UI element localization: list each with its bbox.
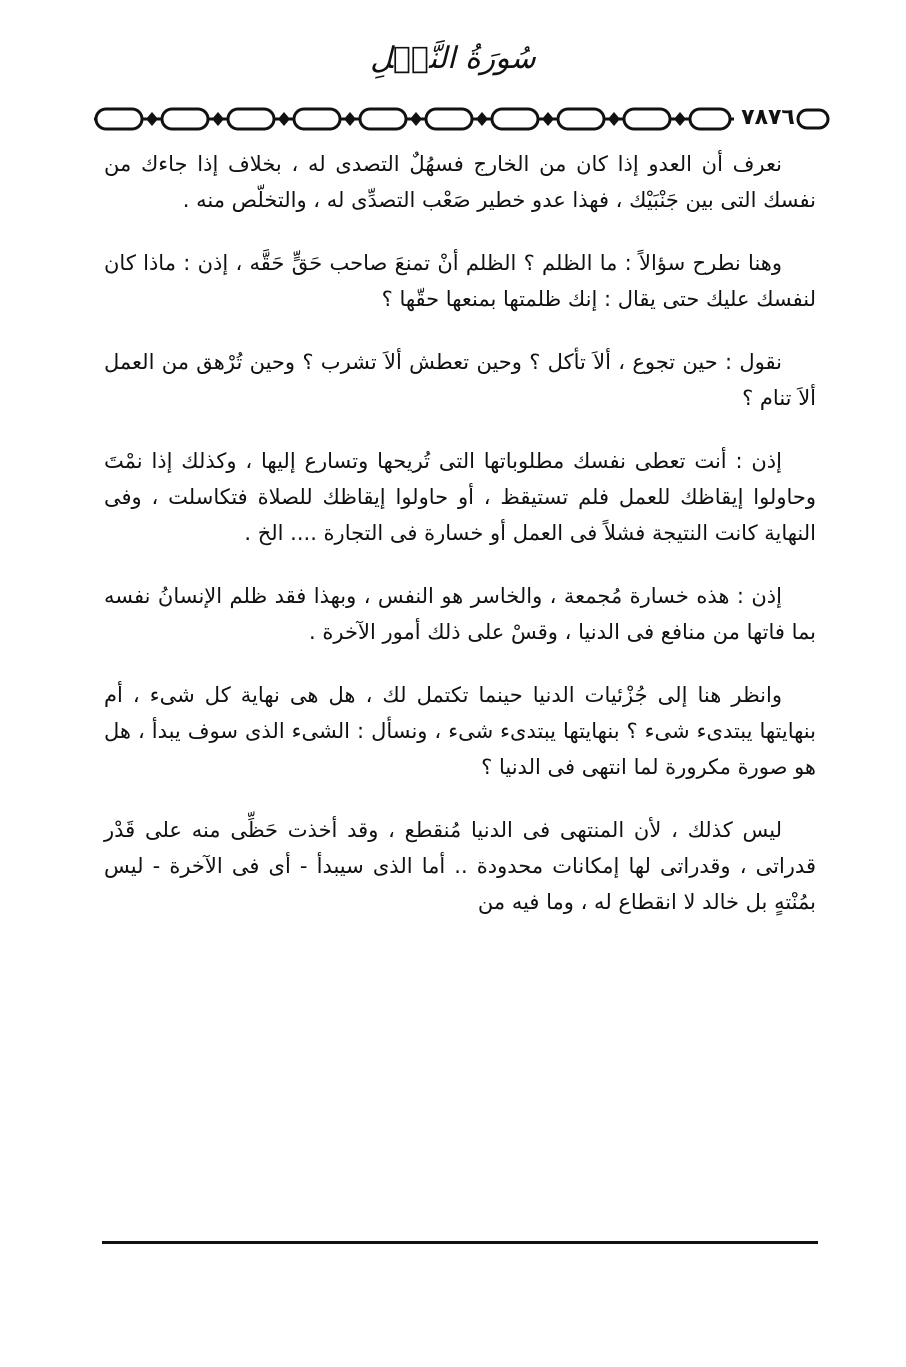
surah-title: سُورَةُ النَّحۡلِ <box>370 41 536 76</box>
paragraph-2: وهنا نطرح سؤالاً : ما الظلم ؟ الظلم أنْ تمنعَ صاحب حَقٍّ حَقَّه ، إذن : ماذا كان لنفسك عليك حتى يقال : إنك ظلمتها بمنعها حقّها ؟ <box>104 251 816 311</box>
paragraph-7: ليس كذلك ، لأن المنتهى فى الدنيا مُنقطع ، وقد أخذت حَظِّى منه على قَدْر قدراتى ، وقدراتى لها إمكانات محدودة .. أما الذى سيبدأ - أى فى الآخرة - ليس بمُنْتهٍ بل خالد لا انقطاع له ، وما فيه من <box>104 818 816 914</box>
paragraph-6: وانظر هنا إلى جُزْئيات الدنيا حينما تكتمل لك ، هل هى نهاية كل شىء ، أم بنهايتها يبتدىء شىء ؟ بنهايتها يبتدىء شىء ، ونسأل : الشىء الذى سوف يبدأ ، هل هو صورة مكرورة لما انتهى فى الدنيا ؟ <box>104 683 816 779</box>
paragraph-3: نقول : حين تجوع ، ألاَ تأكل ؟ وحين تعطش ألاَ تشرب ؟ وحين تُرْهق من العمل ألاَ تنام ؟ <box>104 350 816 410</box>
body-text <box>104 146 816 947</box>
chain-ornament-border <box>94 101 734 137</box>
paragraph-4: إذن : أنت تعطى نفسك مطلوباتها التى تُريحها وتسارع إليها ، وكذلك إذا نمْتَ وحاولوا إيقاظك للعمل فلم تستيقظ ، أو حاولوا إيقاظك للصلاة فتكاسلت ، وفى النهاية كانت النتيجة فشلاً فى العمل أو خسارة فى التجارة .... الخ . <box>104 449 816 545</box>
oval-end-cap-icon <box>796 107 830 131</box>
footer-divider <box>102 1241 818 1244</box>
paragraph-1: نعرف أن العدو إذا كان من الخارج فسهُلٌ التصدى له ، بخلاف إذا جاءك من نفسك التى بين جَنْبَيْك ، فهذا عدو خطير صَعْب التصدِّى له ، والتخلّص منه . <box>104 152 816 212</box>
paragraph-5: إذن : هذه خسارة مُجمعة ، والخاسر هو النفس ، وبهذا فقد ظلم الإنسانُ نفسه بما فاتها من منافع فى الدنيا ، وقسْ على ذلك أمور الآخرة . <box>104 584 816 644</box>
page-number: ٧٨٧٦ <box>741 105 795 130</box>
